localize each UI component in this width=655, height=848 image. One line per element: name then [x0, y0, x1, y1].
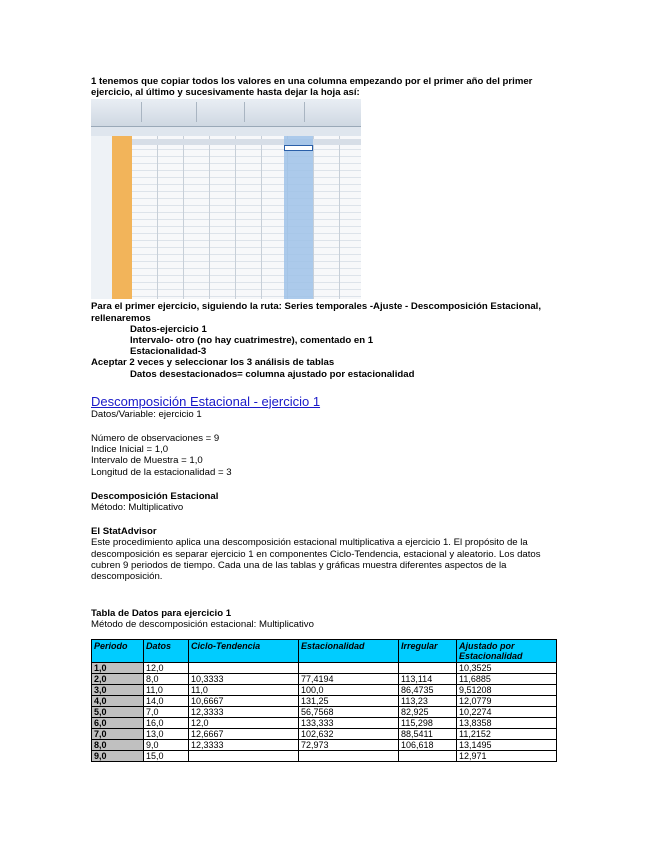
step-desestacionados: Datos desestacionados= columna ajustado por estacionalidad — [130, 368, 415, 380]
cell-estacionalidad: 102,632 — [299, 728, 399, 739]
table-row — [92, 728, 557, 739]
cell-ciclo-tendencia — [189, 662, 299, 673]
cell-datos: 11,0 — [144, 684, 189, 695]
cell-periodo: 5,0 — [92, 706, 144, 717]
cell-datos: 16,0 — [144, 717, 189, 728]
cell-ajustado: 10,3525 — [457, 662, 557, 673]
cell-irregular: 88,5411 — [399, 728, 457, 739]
cell-datos: 9,0 — [144, 739, 189, 750]
sheet-header-row — [132, 139, 361, 145]
decomposition-heading: Descomposición Estacional — [91, 490, 219, 502]
cell-periodo: 1,0 — [92, 662, 144, 673]
table-row — [92, 684, 557, 695]
cell-datos: 13,0 — [144, 728, 189, 739]
cell-estacionalidad: 133,333 — [299, 717, 399, 728]
cell-datos: 12,0 — [144, 662, 189, 673]
cell-ciclo-tendencia: 10,6667 — [189, 695, 299, 706]
cell-irregular: 106,618 — [399, 739, 457, 750]
selected-cell — [284, 145, 313, 151]
cell-irregular: 115,298 — [399, 717, 457, 728]
cell-periodo: 8,0 — [92, 739, 144, 750]
table-row — [92, 662, 557, 673]
cell-periodo: 9,0 — [92, 750, 144, 761]
start-index: Indice Inicial = 1,0 — [91, 444, 169, 456]
sheet-grid — [132, 136, 361, 299]
cell-periodo: 7,0 — [92, 728, 144, 739]
spreadsheet-screenshot-image — [91, 99, 361, 299]
cell-estacionalidad: 72,973 — [299, 739, 399, 750]
header-periodo: Periodo — [92, 639, 144, 662]
cell-ajustado: 12,971 — [457, 750, 557, 761]
step-intervalo: Intervalo- otro (no hay cuatrimestre), comentado en 1 — [130, 335, 374, 347]
cell-irregular: 82,925 — [399, 706, 457, 717]
cell-irregular — [399, 662, 457, 673]
sheet-left-panel — [91, 136, 112, 299]
cell-datos: 14,0 — [144, 695, 189, 706]
step-datos: Datos-ejercicio 1 — [130, 323, 207, 335]
intro-line-1: 1 tenemos que copiar todos los valores en una columna empezando por el primer año del primer — [91, 76, 533, 87]
cell-ajustado: 12,0779 — [457, 695, 557, 706]
cell-estacionalidad — [299, 662, 399, 673]
table-row — [92, 717, 557, 728]
cell-datos: 8,0 — [144, 673, 189, 684]
ribbon — [91, 99, 361, 127]
cell-periodo: 2,0 — [92, 673, 144, 684]
table-row — [92, 706, 557, 717]
cell-periodo: 4,0 — [92, 695, 144, 706]
cell-estacionalidad: 56,7568 — [299, 706, 399, 717]
table-row — [92, 695, 557, 706]
cell-ciclo-tendencia: 12,3333 — [189, 739, 299, 750]
table-title: Tabla de Datos para ejercicio 1 — [91, 608, 232, 620]
cell-ciclo-tendencia: 12,6667 — [189, 728, 299, 739]
analysis-title[interactable]: Descomposición Estacional - ejercicio 1 — [91, 393, 321, 409]
highlighted-column-orange — [112, 136, 132, 299]
decomposition-method: Método: Multiplicativo — [91, 502, 184, 514]
cell-ajustado: 11,2152 — [457, 728, 557, 739]
document-page — [91, 76, 571, 762]
intro-line-2: ejercicio, al último y sucesivamente hasta dejar la hoja así: — [91, 87, 360, 99]
cell-ciclo-tendencia: 12,3333 — [189, 706, 299, 717]
cell-ciclo-tendencia: 12,0 — [189, 717, 299, 728]
cell-datos: 7,0 — [144, 706, 189, 717]
instructions-line-1: Para el primer ejercicio, siguiendo la ruta: Series temporales -Ajuste - Descomposición Estacional, — [91, 301, 541, 313]
cell-ciclo-tendencia: 10,3333 — [189, 673, 299, 684]
cell-estacionalidad — [299, 750, 399, 761]
cell-ciclo-tendencia: 11,0 — [189, 684, 299, 695]
cell-estacionalidad: 131,25 — [299, 695, 399, 706]
statadvisor-heading: El StatAdvisor — [91, 526, 157, 538]
cell-ajustado: 9,51208 — [457, 684, 557, 695]
observations-count: Número de observaciones = 9 — [91, 433, 220, 445]
table-header-row — [92, 639, 557, 662]
header-datos: Datos — [144, 639, 189, 662]
cell-ciclo-tendencia — [189, 750, 299, 761]
cell-estacionalidad: 100,0 — [299, 684, 399, 695]
table-row — [92, 750, 557, 761]
step-estacionalidad: Estacionalidad-3 — [130, 346, 207, 358]
sample-interval: Intervalo de Muestra = 1,0 — [91, 455, 203, 467]
instructions-line-3: Aceptar 2 veces y seleccionar los 3 análisis de tablas — [91, 357, 335, 369]
cell-ajustado: 13,1495 — [457, 739, 557, 750]
cell-periodo: 3,0 — [92, 684, 144, 695]
data-table — [91, 639, 557, 762]
instructions-line-2: rellenaremos — [91, 312, 151, 324]
cell-irregular: 113,114 — [399, 673, 457, 684]
season-length: Longitud de la estacionalidad = 3 — [91, 466, 232, 478]
header-irregular: Irregular — [399, 639, 457, 662]
cell-ajustado: 10,2274 — [457, 706, 557, 717]
cell-periodo: 6,0 — [92, 717, 144, 728]
cell-datos: 15,0 — [144, 750, 189, 761]
header-ciclo-tendencia: Ciclo-Tendencia — [189, 639, 299, 662]
analysis-variable: Datos/Variable: ejercicio 1 — [91, 408, 202, 420]
cell-ajustado: 13,8358 — [457, 717, 557, 728]
highlighted-column-blue — [284, 136, 313, 299]
cell-irregular: 113,23 — [399, 695, 457, 706]
table-row — [92, 673, 557, 684]
header-ajustado: Ajustado por Estacionalidad — [457, 639, 557, 662]
cell-irregular: 86,4735 — [399, 684, 457, 695]
cell-irregular — [399, 750, 457, 761]
header-estacionalidad: Estacionalidad — [299, 639, 399, 662]
table-method: Método de descomposición estacional: Multiplicativo — [91, 619, 314, 631]
statadvisor-text: Este procedimiento aplica una descomposición estacional multiplicativa a ejercicio 1. El propósito de la descomposición es separar ejercicio 1 en componentes Ciclo-Tendencia, estacional y aleatorio. Los datos cubren 9 periodos de tiempo. Cada una de las tablas y gráficas muestra diferentes aspectos de la descomposición. — [91, 537, 541, 583]
cell-ajustado: 11,6885 — [457, 673, 557, 684]
table-row — [92, 739, 557, 750]
cell-estacionalidad: 77,4194 — [299, 673, 399, 684]
